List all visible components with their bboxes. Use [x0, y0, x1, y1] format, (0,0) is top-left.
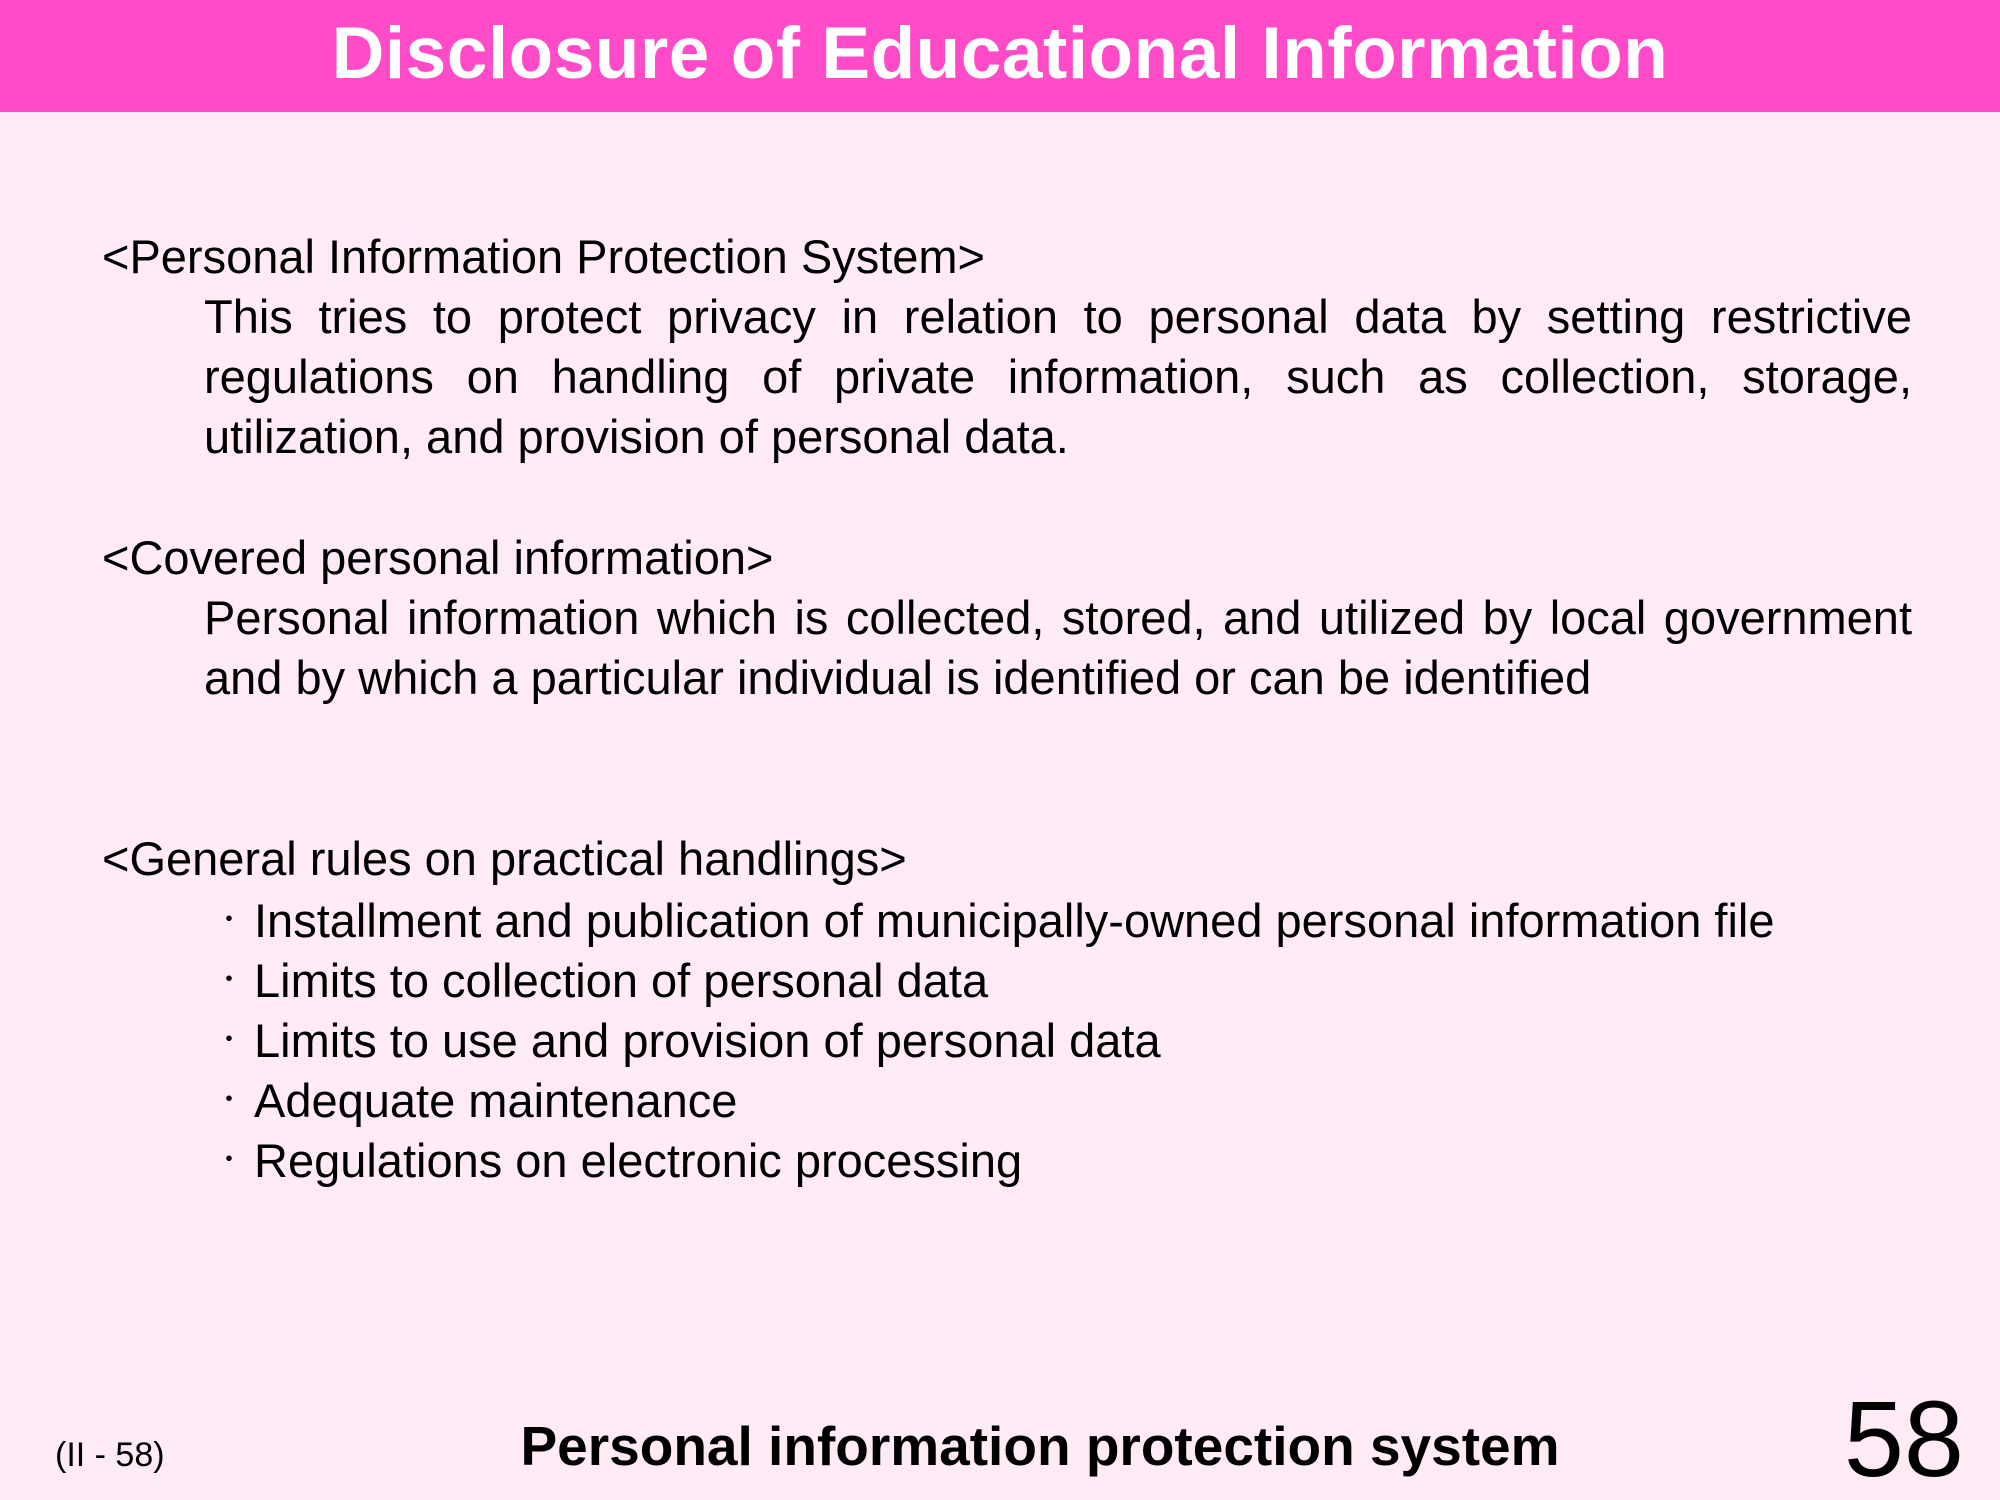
- section-heading-protection-system: <Personal Information Protection System>: [102, 230, 985, 283]
- list-item: [204, 951, 1775, 1011]
- footer-slide-code: (II - 58): [55, 1436, 165, 1474]
- list-item: [204, 1011, 1775, 1071]
- section-body-covered-information: Personal information which is collected, stored, and utilized by local government and by which a particular individual is identified or can be identified: [204, 591, 1912, 704]
- list-item-text: Adequate maintenance: [254, 1074, 738, 1127]
- section-heading-general-rules: <General rules on practical handlings>: [102, 832, 907, 885]
- general-rules-list: [204, 891, 1775, 1191]
- bullet-icon: ・: [214, 1024, 244, 1057]
- page-number: 58: [1843, 1378, 1964, 1499]
- list-item: [204, 891, 1775, 951]
- list-item-text: Regulations on electronic processing: [254, 1134, 1023, 1187]
- list-item-text: Installment and publication of municipally-owned personal information file: [254, 894, 1775, 947]
- list-item-text: Limits to use and provision of personal data: [254, 1014, 1161, 1067]
- section-heading-covered-information: <Covered personal information>: [102, 531, 774, 584]
- list-item-text: Limits to collection of personal data: [254, 954, 989, 1007]
- list-item: [204, 1071, 1775, 1131]
- slide-title: Disclosure of Educational Information: [331, 12, 1669, 94]
- title-bar: [0, 0, 2000, 112]
- bullet-icon: ・: [214, 1144, 244, 1177]
- bullet-icon: ・: [214, 1084, 244, 1117]
- bullet-icon: ・: [214, 964, 244, 997]
- footer-title: Personal information protection system: [520, 1415, 1560, 1477]
- list-item: [204, 1131, 1775, 1191]
- section-body-protection-system: This tries to protect privacy in relation to personal data by setting restrictive regulations on handling of private information, such as collection, storage, utilization, and provision of personal data.: [204, 290, 1912, 463]
- bullet-icon: ・: [214, 904, 244, 937]
